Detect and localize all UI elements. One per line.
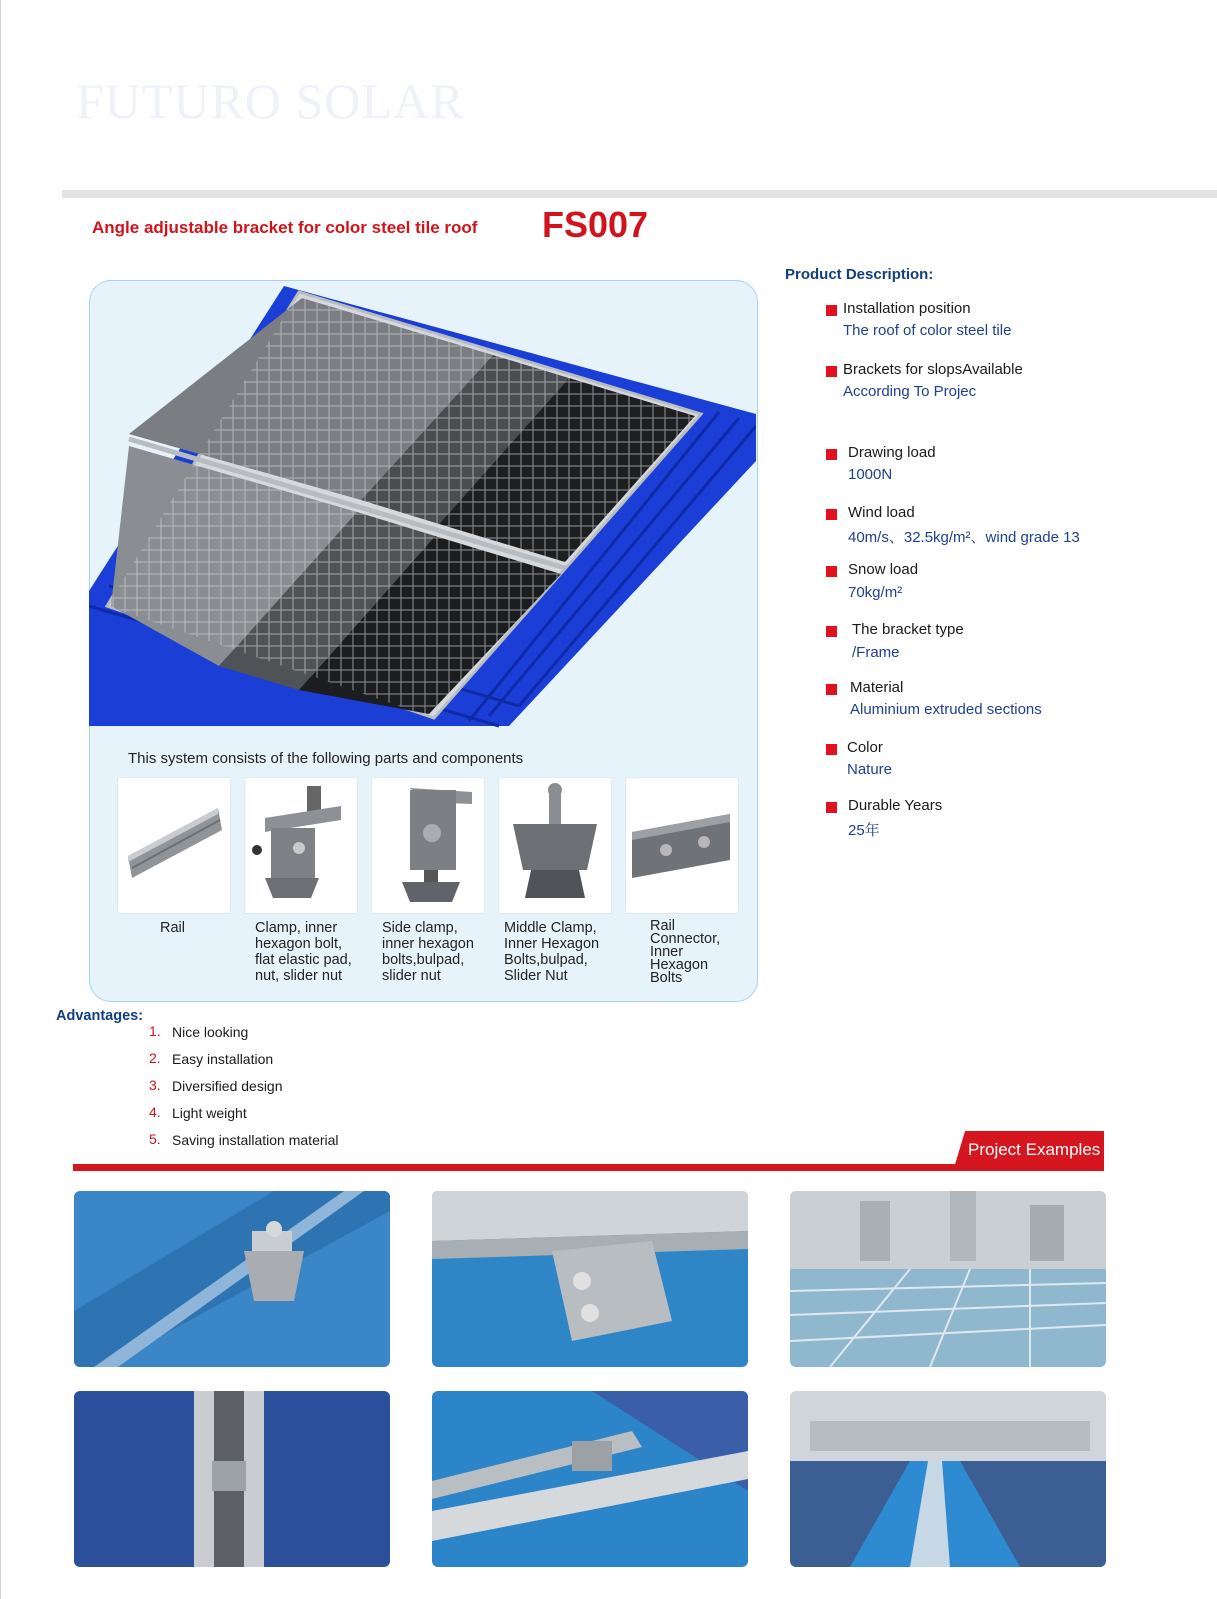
spec-bullet xyxy=(826,684,837,695)
product-description-heading: Product Description: xyxy=(785,266,934,283)
product-subtitle: Angle adjustable bracket for color steel tile roof xyxy=(92,218,478,237)
components-caption: This system consists of the following parts and components xyxy=(128,750,524,767)
part-label-clamp: Clamp, inner hexagon bolt, flat elastic pad, nut, slider nut xyxy=(255,920,352,984)
spec-value-color: Nature xyxy=(847,761,893,778)
project-photo-middle-clamp xyxy=(74,1391,390,1567)
spec-label-bracket-type: The bracket type xyxy=(852,621,964,638)
project-photo-roof-overview xyxy=(790,1391,1106,1567)
project-examples-title: Project Examples xyxy=(968,1140,1101,1159)
product-model-code: FS007 xyxy=(542,204,649,245)
spec-value-installation-position: The roof of color steel tile xyxy=(843,322,1012,339)
spec-value-material: Aluminium extruded sections xyxy=(850,701,1042,718)
advantage-item: Saving installation material xyxy=(172,1132,339,1148)
spec-bullet xyxy=(826,366,837,377)
spec-label-drawing-load: Drawing load xyxy=(848,444,936,461)
project-photo-clamp-closeup xyxy=(74,1191,390,1367)
project-photo-rail-clamp xyxy=(432,1191,748,1367)
spec-value-brackets: According To Projec xyxy=(843,383,977,400)
project-examples-divider xyxy=(73,1164,1104,1171)
rail-connector-image xyxy=(626,778,738,913)
spec-label-material: Material xyxy=(850,679,904,696)
project-photo-rooftop-frame xyxy=(790,1191,1106,1367)
header-divider xyxy=(62,190,1217,198)
spec-label-installation-position: Installation position xyxy=(843,300,971,317)
project-photo-rail-install xyxy=(432,1391,748,1567)
spec-label-durable-years: Durable Years xyxy=(848,797,943,814)
advantage-item: Nice looking xyxy=(172,1024,249,1040)
spec-bullet xyxy=(826,449,837,460)
advantage-number: 5. xyxy=(149,1131,161,1147)
solar-array-render xyxy=(89,286,756,736)
part-label-middle-clamp: Middle Clamp, Inner Hexagon Bolts,bulpad, Slider Nut xyxy=(504,920,600,984)
part-card-clamp xyxy=(244,777,358,914)
spec-value-wind-load: 40m/s、32.5kg/m²、wind grade 13 xyxy=(848,529,1080,546)
page-left-border xyxy=(0,0,1,1599)
advantage-number: 3. xyxy=(149,1077,161,1093)
side-clamp-image xyxy=(372,778,484,913)
part-label-rail-connector: Rail Connector, Inner Hexagon Bolts xyxy=(650,918,721,986)
part-card-side-clamp xyxy=(371,777,485,914)
rail-image xyxy=(118,778,230,913)
part-label-rail: Rail xyxy=(160,920,185,936)
clamp-image xyxy=(245,778,357,913)
spec-value-bracket-type: /Frame xyxy=(852,644,900,661)
part-card-middle-clamp xyxy=(498,777,612,914)
advantage-item: Light weight xyxy=(172,1105,247,1121)
spec-bullet xyxy=(826,305,837,316)
part-label-side-clamp: Side clamp, inner hexagon bolts,bulpad, slider nut xyxy=(382,920,474,984)
spec-bullet xyxy=(826,626,837,637)
middle-clamp-image xyxy=(499,778,611,913)
spec-value-snow-load: 70kg/m² xyxy=(848,584,903,601)
spec-bullet xyxy=(826,802,837,813)
advantage-number: 1. xyxy=(149,1023,161,1039)
spec-label-brackets: Brackets for slopsAvailable xyxy=(843,361,1023,378)
part-card-rail-connector xyxy=(625,777,739,914)
advantages-heading: Advantages: xyxy=(56,1008,144,1024)
advantage-number: 4. xyxy=(149,1104,161,1120)
part-card-rail xyxy=(117,777,231,914)
spec-bullet xyxy=(826,744,837,755)
spec-value-drawing-load: 1000N xyxy=(848,466,893,483)
spec-bullet xyxy=(826,509,837,520)
spec-bullet xyxy=(826,566,837,577)
advantage-item: Diversified design xyxy=(172,1078,283,1094)
spec-label-wind-load: Wind load xyxy=(848,504,915,521)
spec-value-durable-years: 25年 xyxy=(848,822,880,839)
brand-watermark: FUTURO SOLAR xyxy=(76,73,465,129)
advantage-item: Easy installation xyxy=(172,1051,274,1067)
spec-label-snow-load: Snow load xyxy=(848,561,919,578)
advantage-number: 2. xyxy=(149,1050,161,1066)
spec-label-color: Color xyxy=(847,739,883,756)
